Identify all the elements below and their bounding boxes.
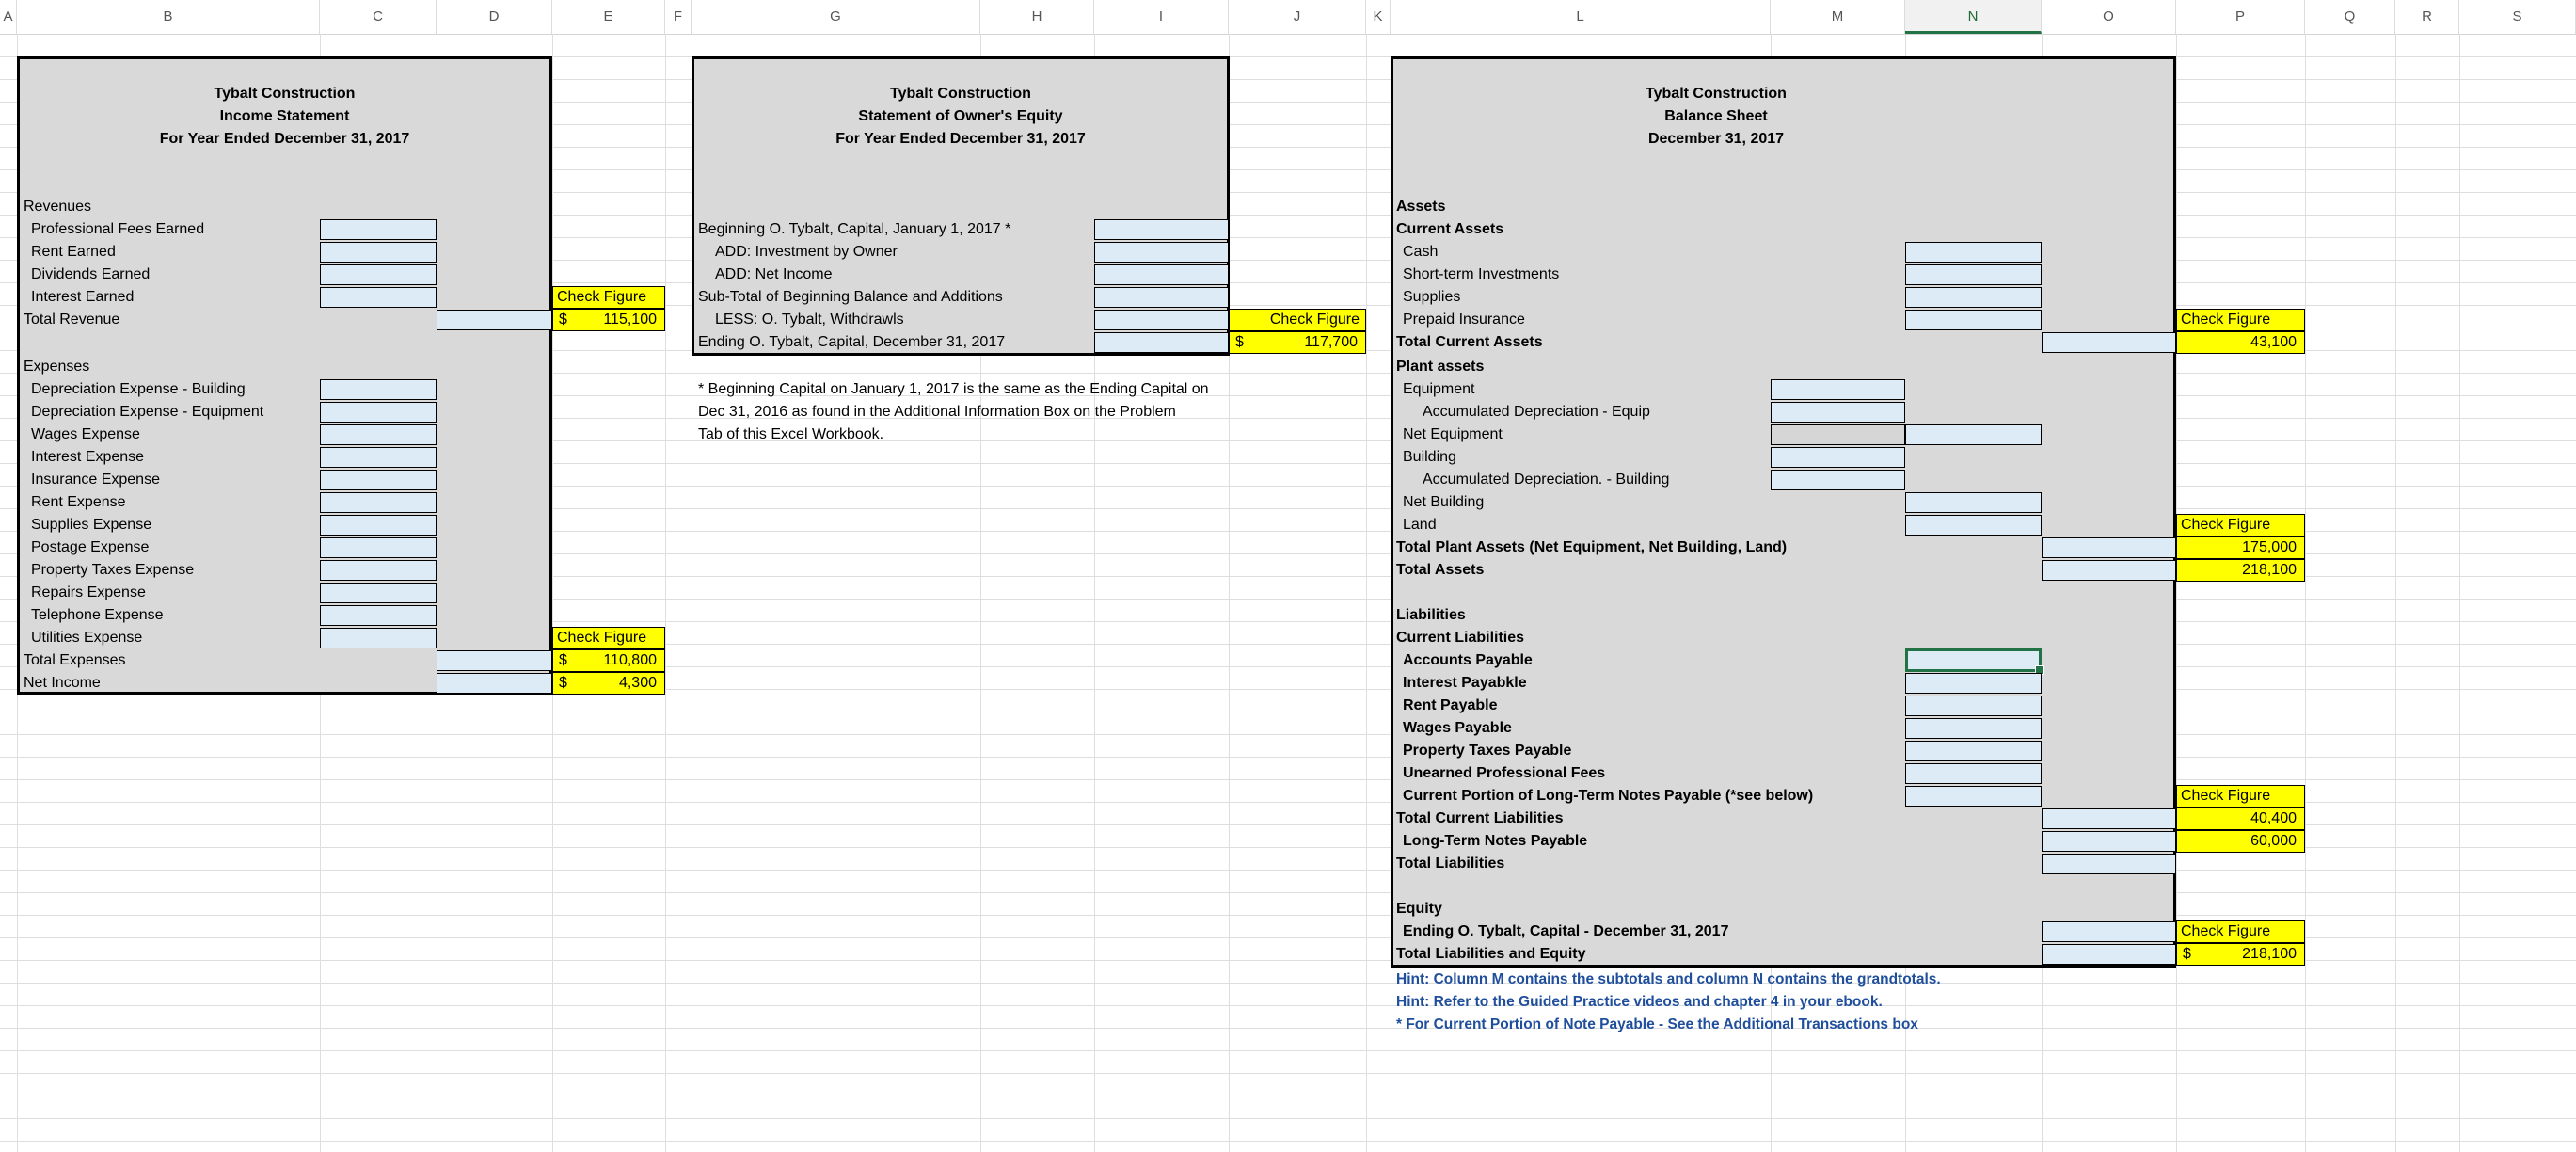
equipment-label: Equipment [1403,381,1475,397]
column-header-n[interactable]: N [1905,0,2042,34]
check-figure-label: Check Figure [552,286,665,309]
balance-company: Tybalt Construction [1646,86,1787,102]
gridline-horizontal [0,1141,2576,1142]
net-equipment-input[interactable] [1905,424,2042,445]
check-figure-total-plant-assets [2176,536,2305,559]
gridline-horizontal [0,1028,2576,1029]
plant-assets-heading: Plant assets [1396,359,1485,375]
column-header-g[interactable]: G [692,0,980,34]
check-figure-label: Check Figure [2176,785,2305,808]
total-le-input[interactable] [2042,944,2176,965]
equity-input[interactable] [1094,310,1229,330]
expense-label: Postage Expense [31,539,150,555]
check-figure-label: Check Figure [552,627,665,649]
check-value: 218,100 [2242,562,2297,578]
gridline-vertical [2176,34,2177,1152]
expense-label: Wages Expense [31,426,140,442]
total-expenses-label: Total Expenses [24,652,126,668]
current-asset-label: Cash [1403,244,1439,260]
rent-payable-input[interactable] [1905,696,2042,716]
column-header-i[interactable]: I [1094,0,1229,34]
column-header-p[interactable]: P [2176,0,2305,34]
gridline-vertical [1366,34,1367,1152]
gridline-horizontal [0,1073,2576,1074]
total-assets-label: Total Assets [1396,562,1485,578]
column-header-j[interactable]: J [1229,0,1366,34]
expense-input[interactable] [320,583,437,603]
column-header-o[interactable]: O [2042,0,2176,34]
column-header-l[interactable]: L [1391,0,1771,34]
column-header-h[interactable]: H [980,0,1094,34]
expense-label: Property Taxes Expense [31,562,195,578]
accounts-payable-input-selected[interactable] [1905,648,2042,672]
supplies-input[interactable] [1905,287,2042,308]
interest-payable-input[interactable] [1905,673,2042,694]
lt-notes-input[interactable] [2042,831,2176,852]
currency-symbol: $ [559,312,567,328]
building-label: Building [1403,449,1456,465]
check-figure-total-current-assets [2176,331,2305,354]
building-input[interactable] [1771,447,1905,468]
gridline-horizontal [0,779,2576,780]
equity-footnote: Dec 31, 2016 as found in the Additional Information Box on the Problem [698,404,1176,420]
equity-row-label: Beginning O. Tybalt, Capital, January 1, 2017 * [698,221,1011,237]
check-figure-total-assets [2176,559,2305,582]
ending-capital-label: Ending O. Tybalt, Capital - December 31, 2017 [1403,923,1729,939]
gridline-horizontal [0,1005,2576,1006]
equipment-input[interactable] [1771,379,1905,400]
check-value: 43,100 [2250,334,2297,350]
balance-title: Balance Sheet [1664,108,1768,124]
cash-input[interactable] [1905,242,2042,263]
net-income-label: Net Income [24,675,101,691]
check-value: 60,000 [2250,833,2297,849]
gridline-vertical [665,34,666,1152]
equity-row-label: ADD: Investment by Owner [715,244,898,260]
total-assets-input[interactable] [2042,560,2176,581]
total-plant-assets-input[interactable] [2042,537,2176,558]
ending-capital-bs-input[interactable] [2042,921,2176,942]
equity-input[interactable] [1094,219,1229,240]
acc-dep-building-input[interactable] [1771,470,1905,490]
column-header-bar [0,0,2576,35]
acc-dep-equip-input[interactable] [1771,402,1905,423]
expense-label: Rent Expense [31,494,126,510]
expense-input[interactable] [320,470,437,490]
check-value: 115,100 [603,312,657,328]
expense-input[interactable] [320,424,437,445]
column-header-f[interactable]: F [665,0,692,34]
equity-footnote: * Beginning Capital on January 1, 2017 is the same as the Ending Capital on [698,381,1209,397]
gridline-horizontal [0,870,2576,871]
check-figure-label: Check Figure [2176,514,2305,536]
net-income-input[interactable] [437,673,552,694]
gridline-horizontal [0,1050,2576,1051]
income-title: Income Statement [219,108,350,124]
check-figure-ending-capital [1229,331,1366,354]
expense-label: Depreciation Expense - Building [31,381,246,397]
revenue-input[interactable] [320,264,437,285]
current-asset-label: Supplies [1403,289,1461,305]
expense-label: Telephone Expense [31,607,164,623]
property-taxes-payable-input[interactable] [1905,741,2042,761]
current-assets-heading: Current Assets [1396,221,1504,237]
current-liability-label: Rent Payable [1403,697,1498,713]
total-plant-assets-label: Total Plant Assets (Net Equipment, Net Building, Land) [1396,539,1788,555]
land-label: Land [1403,517,1437,533]
expense-input[interactable] [320,379,437,400]
assets-heading: Assets [1396,199,1446,215]
current-liabilities-heading: Current Liabilities [1396,630,1525,646]
expense-input[interactable] [320,628,437,648]
current-asset-label: Short-term Investments [1403,266,1560,282]
column-header-e[interactable]: E [552,0,665,34]
total-current-assets-label: Total Current Assets [1396,334,1543,350]
gridline-horizontal [0,892,2576,893]
currency-symbol: $ [1235,334,1244,350]
expense-input[interactable] [320,492,437,513]
hint-line: Hint: Refer to the Guided Practice videos and chapter 4 in your ebook. [1396,994,1883,1010]
expense-input[interactable] [320,537,437,558]
column-header-a[interactable]: A [0,0,17,34]
revenue-label: Rent Earned [31,244,116,260]
currency-symbol: $ [2183,946,2191,962]
land-input[interactable] [1905,515,2042,536]
lt-notes-label: Long-Term Notes Payable [1403,833,1588,849]
expense-label: Interest Expense [31,449,145,465]
ending-capital-input[interactable] [1094,332,1229,353]
column-header-d[interactable]: D [437,0,552,34]
expense-label: Depreciation Expense - Equipment [31,404,264,420]
expense-input[interactable] [320,402,437,423]
current-liability-label: Wages Payable [1403,720,1512,736]
column-header-q[interactable]: Q [2305,0,2395,34]
gridline-horizontal [0,983,2576,984]
equity-period: For Year Ended December 31, 2017 [835,131,1086,147]
current-portion-notes-input[interactable] [1905,786,2042,807]
check-value: 40,400 [2250,810,2297,826]
hint-line: * For Current Portion of Note Payable - See the Additional Transactions box [1396,1016,1918,1032]
revenue-input[interactable] [320,287,437,308]
gridline-horizontal [0,915,2576,916]
net-building-input[interactable] [1905,492,2042,513]
current-liability-label: Unearned Professional Fees [1403,765,1606,781]
gridline-horizontal [0,734,2576,735]
equity-title: Statement of Owner's Equity [858,108,1063,124]
column-header-m[interactable]: M [1771,0,1905,34]
gridline-vertical [552,34,553,1152]
equity-footnote: Tab of this Excel Workbook. [698,426,884,442]
total-liabilities-label: Total Liabilities [1396,856,1505,872]
check-figure-total-expenses [552,649,665,672]
check-value: 175,000 [2242,539,2297,555]
equity-input[interactable] [1094,264,1229,285]
equity-row-label: Sub-Total of Beginning Balance and Additions [698,289,1003,305]
wages-payable-input[interactable] [1905,718,2042,739]
net-equipment-gray-cell[interactable] [1771,424,1905,445]
current-liability-label: Property Taxes Payable [1403,743,1572,759]
expenses-heading: Expenses [24,359,90,375]
income-period: For Year Ended December 31, 2017 [159,131,410,147]
currency-symbol: $ [559,652,567,668]
total-liabilities-input[interactable] [2042,854,2176,874]
total-le-label: Total Liabilities and Equity [1396,946,1586,962]
expense-label: Repairs Expense [31,584,146,600]
acc-dep-building-label: Accumulated Depreciation. - Building [1423,472,1670,488]
current-liability-label: Accounts Payable [1403,652,1533,668]
column-header-r[interactable]: R [2395,0,2459,34]
gridline-vertical [2459,34,2460,1152]
gridline-vertical [2305,34,2306,1152]
expense-input[interactable] [320,515,437,536]
equity-heading: Equity [1396,901,1442,917]
check-figure-label: Check Figure [2176,309,2305,331]
equity-input[interactable] [1094,287,1229,308]
column-header-s[interactable]: S [2459,0,2576,34]
short-term-investments-input[interactable] [1905,264,2042,285]
check-figure-label: Check Figure [1229,309,1366,331]
check-figure-label: Check Figure [2176,920,2305,943]
equity-row-label: LESS: O. Tybalt, Withdrawls [715,312,904,328]
expense-label: Supplies Expense [31,517,152,533]
net-building-label: Net Building [1403,494,1485,510]
column-header-k[interactable]: K [1366,0,1391,34]
equity-input[interactable] [1094,242,1229,263]
check-figure-total-revenue [552,309,665,331]
revenue-label: Dividends Earned [31,266,151,282]
check-value: 110,800 [603,652,657,668]
check-figure-lt-notes [2176,830,2305,853]
total-revenue-label: Total Revenue [24,312,120,328]
expense-input[interactable] [320,605,437,626]
gridline-horizontal [0,757,2576,758]
expense-input[interactable] [320,447,437,468]
expense-label: Utilities Expense [31,630,143,646]
net-equipment-label: Net Equipment [1403,426,1503,442]
equity-row-label: Ending O. Tybalt, Capital, December 31, 2017 [698,334,1006,350]
check-value: 218,100 [2242,946,2297,962]
revenue-label: Professional Fees Earned [31,221,205,237]
check-figure-total-le [2176,943,2305,966]
expense-label: Insurance Expense [31,472,160,488]
acc-dep-equip-label: Accumulated Depreciation - Equip [1423,404,1650,420]
revenues-heading: Revenues [24,199,92,215]
currency-symbol: $ [559,675,567,691]
check-value: 4,300 [618,675,657,691]
liabilities-heading: Liabilities [1396,607,1466,623]
equity-row-label: ADD: Net Income [715,266,833,282]
total-current-liabilities-input[interactable] [2042,808,2176,829]
income-company: Tybalt Construction [214,86,356,102]
total-current-assets-input[interactable] [2042,332,2176,353]
check-figure-net-income [552,672,665,695]
current-asset-label: Prepaid Insurance [1403,312,1525,328]
gridline-vertical [2395,34,2396,1152]
current-liability-label: Current Portion of Long-Term Notes Payable (*see below) [1403,788,1814,804]
check-figure-total-current-liabilities [2176,808,2305,830]
check-value: 117,700 [1304,334,1358,350]
expense-input[interactable] [320,560,437,581]
column-header-c[interactable]: C [320,0,437,34]
total-expenses-input[interactable] [437,650,552,671]
total-current-liabilities-label: Total Current Liabilities [1396,810,1564,826]
total-revenue-input[interactable] [437,310,552,330]
balance-period: December 31, 2017 [1647,131,1785,147]
hint-line: Hint: Column M contains the subtotals and column N contains the grandtotals. [1396,971,1941,987]
revenue-input[interactable] [320,219,437,240]
gridline-horizontal [0,1118,2576,1119]
equity-company: Tybalt Construction [890,86,1031,102]
current-liability-label: Interest Payabkle [1403,675,1527,691]
prepaid-insurance-input[interactable] [1905,310,2042,330]
column-header-b[interactable]: B [17,0,320,34]
unearned-fees-input[interactable] [1905,763,2042,784]
revenue-label: Interest Earned [31,289,135,305]
revenue-input[interactable] [320,242,437,263]
